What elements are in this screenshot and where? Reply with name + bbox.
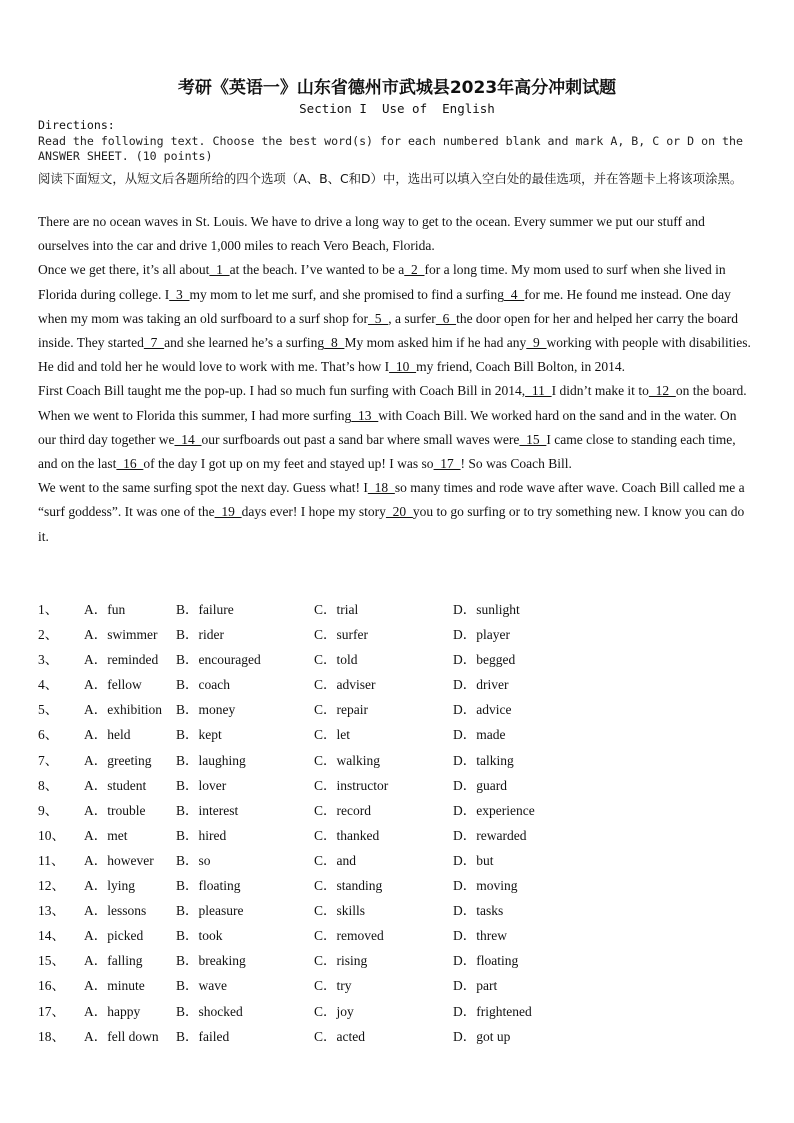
option-d: D．floating [453, 953, 519, 969]
question-number: 8、 [38, 777, 59, 793]
question-number: 1、 [38, 602, 59, 617]
option-a: A．fellow [84, 677, 142, 693]
passage-text: working with people with disabilities. He did and told her he would love to work with me. That’s how I [38, 335, 751, 375]
question-row [38, 948, 754, 973]
option-c: C．told [314, 652, 358, 668]
passage-text: the door open for her and helped her carry the board inside. They started [38, 310, 738, 351]
directions-english-line-1: Read the following text. Choose the best word(s) for each numbered blank and mark A, B, C or D on the [38, 133, 743, 148]
option-a: A．however [84, 852, 154, 868]
question-row [38, 798, 754, 823]
option-c: C．skills [314, 903, 366, 919]
option-d: D．but [453, 852, 494, 868]
numbered-blank: 3 [169, 286, 190, 302]
question-row [38, 1024, 754, 1049]
option-c: C．joy [314, 1003, 354, 1019]
option-a: A．held [84, 727, 131, 743]
option-a: A．fun [84, 602, 126, 617]
passage-text: Once we get there, it’s all about [38, 262, 210, 278]
option-c: C．record [314, 802, 371, 818]
numbered-blank: 19 [214, 504, 242, 520]
option-a: A．lessons [84, 903, 147, 919]
numbered-blank: 9 [526, 335, 547, 351]
option-a: A．swimmer [84, 627, 158, 643]
numbered-blank: 7 [143, 335, 165, 351]
passage-text: I didn’t make it to [551, 383, 649, 399]
passage-text: We went to the same surfing spot the next day. Guess what! I [38, 480, 368, 496]
option-d: D．moving [453, 878, 518, 894]
option-a: A．picked [84, 928, 144, 944]
option-b: B．coach [176, 677, 230, 693]
passage-paragraph-3 [38, 379, 754, 403]
question-row [38, 622, 754, 647]
option-c: C．adviser [314, 677, 376, 693]
option-c: C．standing [314, 878, 383, 894]
passage-text: days ever! I hope my story [241, 504, 386, 520]
question-row [38, 923, 754, 948]
numbered-blank: 13 [351, 407, 379, 423]
question-row [38, 873, 754, 898]
numbered-blank: 6 [435, 310, 457, 326]
question-row [38, 672, 754, 697]
option-a: A．falling [84, 953, 143, 969]
numbered-blank: 14 [174, 431, 202, 447]
passage-text: on the board. [675, 383, 747, 399]
question-number: 17、 [38, 1003, 65, 1019]
passage-text: I came close to standing each time, and on the last [38, 431, 736, 472]
question-row [38, 597, 754, 622]
option-c: C．walking [314, 752, 380, 768]
passage-text: ! So was Coach Bill. [460, 456, 572, 472]
question-number: 4、 [38, 677, 59, 693]
option-a: A．greeting [84, 752, 152, 768]
option-c: C．instructor [314, 777, 389, 793]
numbered-blank: 5 [367, 310, 389, 326]
option-b: B．interest [176, 802, 239, 818]
option-a: A．lying [84, 878, 136, 894]
numbered-blank: 10 [389, 359, 417, 375]
directions-block [38, 118, 758, 191]
option-a: A．reminded [84, 652, 159, 668]
question-number: 14、 [38, 928, 65, 944]
question-number: 18、 [38, 1028, 65, 1044]
option-a: A．exhibition [84, 702, 162, 718]
option-b: B．pleasure [176, 903, 244, 919]
passage-text: my mom to let me surf, and she promised to find a surfing [189, 286, 505, 302]
option-d: D．got up [453, 1028, 511, 1044]
option-a: A．student [84, 777, 147, 793]
option-c: C．thanked [314, 827, 380, 843]
question-number: 6、 [38, 727, 59, 743]
question-number: 3、 [38, 652, 59, 668]
question-row [38, 773, 754, 798]
directions-english-line-2: ANSWER SHEET. (10 points) [38, 149, 213, 163]
option-d: D．frightened [453, 1003, 532, 1019]
option-c: C．surfer [314, 627, 368, 643]
passage-text: When we went to Florida this summer, I had more surfing [38, 407, 352, 423]
numbered-blank: 17 [433, 456, 461, 472]
passage-text: for a long time. My mom used to surf when she lived in Florida during college. I [38, 262, 726, 302]
option-d: D．guard [453, 777, 507, 793]
passage-text: my friend, Coach Bill Bolton, in 2014. [416, 359, 625, 375]
question-row [38, 999, 754, 1024]
section-heading: Section I Use of English [299, 101, 495, 116]
option-c: C．repair [314, 702, 368, 718]
option-b: B．laughing [176, 752, 246, 768]
numbered-blank: 16 [116, 456, 144, 472]
option-a: A．minute [84, 978, 145, 994]
passage-paragraph-2 [38, 258, 754, 379]
question-row [38, 973, 754, 998]
question-row [38, 898, 754, 923]
option-c: C．let [314, 727, 350, 743]
reading-passage [38, 210, 754, 549]
option-b: B．hired [176, 827, 227, 843]
option-b: B．encouraged [176, 652, 261, 668]
option-b: B．lover [176, 777, 227, 793]
option-b: B．failure [176, 602, 234, 617]
question-number: 7、 [38, 752, 59, 768]
question-number: 10、 [38, 827, 65, 843]
numbered-blank: 1 [209, 262, 230, 278]
question-row [38, 697, 754, 722]
question-number: 15、 [38, 953, 65, 969]
option-b: B．rider [176, 627, 224, 643]
option-b: B．failed [176, 1028, 230, 1044]
option-b: B．wave [176, 978, 227, 994]
passage-text: of the day I got up on my feet and stayed up! I was so [143, 456, 434, 472]
option-c: C．removed [314, 928, 384, 944]
numbered-blank: 8 [324, 335, 345, 351]
option-d: D．tasks [453, 903, 504, 919]
numbered-blank: 2 [404, 262, 425, 278]
option-d: D．made [453, 727, 506, 743]
passage-text: with Coach Bill. We worked hard on the sand and in the water. On our third day together we [38, 407, 737, 447]
question-row [38, 722, 754, 747]
option-c: C．try [314, 978, 352, 994]
question-options-list [38, 597, 754, 1049]
option-d: D．sunlight [453, 602, 520, 617]
numbered-blank: 18 [367, 480, 395, 496]
passage-paragraph-1: There are no ocean waves in St. Louis. We have to drive a long way to get to the ocean. Every summer we put our stuff and ourselves into the car and drive 1,000 miles to reach Vero Beach, Florida. [38, 214, 705, 254]
option-b: B．money [176, 702, 236, 718]
option-b: B．floating [176, 878, 241, 894]
directions-chinese: 阅读下面短文，从短文后各题所给的四个选项（A、B、C和D）中，选出可以填入空白处的最佳选项，并在答题卡上将该项涂黑。 [38, 170, 743, 186]
passage-text: so many times and rode wave after wave. Coach Bill called me a “surf goddess”. It was one of the [38, 480, 745, 520]
page-title: 考研《英语一》山东省德州市武城县2023年高分冲刺试题 [177, 78, 617, 98]
option-d: D．rewarded [453, 827, 527, 843]
question-number: 16、 [38, 978, 65, 994]
option-b: B．so [176, 852, 211, 868]
passage-paragraph-5 [38, 476, 754, 549]
question-row [38, 848, 754, 873]
question-number: 12、 [38, 878, 65, 894]
question-number: 13、 [38, 903, 65, 919]
option-a: A．trouble [84, 802, 146, 818]
option-d: D．talking [453, 752, 514, 768]
option-d: D．advice [453, 702, 512, 718]
passage-text: , a surfer [388, 310, 436, 326]
numbered-blank: 4 [504, 286, 525, 302]
option-a: A．happy [84, 1003, 141, 1019]
question-number: 11、 [38, 852, 65, 868]
option-d: D．driver [453, 677, 509, 693]
numbered-blank: 15 [519, 431, 547, 447]
passage-text: and she learned he’s a surfing [164, 335, 325, 351]
option-d: D．begged [453, 652, 516, 668]
question-row [38, 748, 754, 773]
passage-text: our surfboards out past a sand bar where small waves were [201, 431, 520, 447]
numbered-blank: 20 [385, 504, 413, 520]
option-d: D．part [453, 978, 498, 994]
question-number: 5、 [38, 702, 59, 718]
option-c: C．and [314, 852, 356, 868]
option-c: C．rising [314, 953, 368, 969]
question-number: 9、 [38, 802, 59, 818]
option-d: D．experience [453, 802, 535, 818]
option-b: B．kept [176, 727, 222, 743]
passage-text: My mom asked him if he had any [344, 335, 527, 351]
option-b: B．took [176, 928, 223, 944]
passage-text: for me. He found me instead. One day when my mom was taking an old surfboard to a surf shop for [38, 286, 731, 326]
numbered-blank: 12 [648, 383, 676, 399]
option-a: A．fell down [84, 1028, 159, 1044]
directions-label: Directions: [38, 118, 115, 132]
passage-text: at the beach. I’ve wanted to be a [229, 262, 405, 278]
option-d: D．threw [453, 928, 507, 944]
passage-text: First Coach Bill taught me the pop-up. I had so much fun surfing with Coach Bill in 2014, [38, 383, 526, 399]
option-d: D．player [453, 627, 510, 643]
option-c: C．trial [314, 602, 359, 617]
numbered-blank: 11 [525, 383, 552, 399]
question-row [38, 647, 754, 672]
question-number: 2、 [38, 627, 59, 643]
passage-text: you to go surfing or to try something new. I know you can do it. [38, 504, 745, 544]
passage-paragraph-4 [38, 404, 754, 477]
option-c: C．acted [314, 1028, 365, 1044]
option-a: A．met [84, 827, 128, 843]
option-b: B．shocked [176, 1003, 243, 1019]
option-b: B．breaking [176, 953, 246, 969]
question-row [38, 823, 754, 848]
